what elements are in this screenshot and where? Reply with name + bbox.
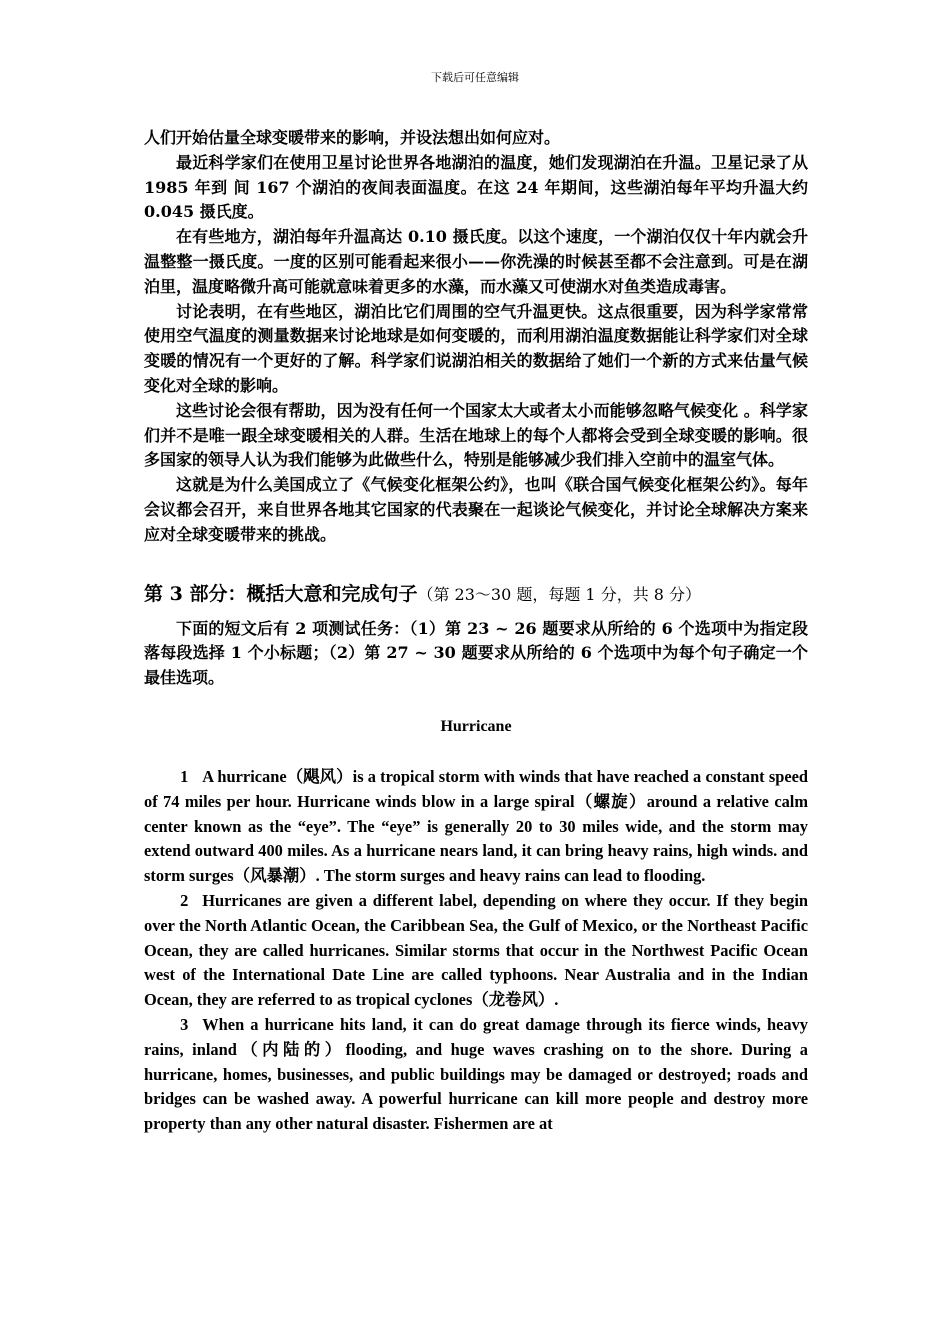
paragraph-number: 3 (180, 1014, 189, 1034)
paragraph-number: 2 (180, 890, 189, 910)
document-body (144, 126, 808, 1137)
paragraph-number: 1 (180, 766, 189, 786)
passage-paragraph (144, 1013, 808, 1137)
passage-paragraph (144, 765, 808, 889)
cn-paragraph: 这些讨论会很有帮助，因为没有任何一个国家太大或者太小而能够忽略气候变化 。科学家们并不是唯一跟全球变暖相关的人群。生活在地球上的每个人都将会受到全球变暖的影响。很多国家的领导人认为我们能够为此做些什么，特别是能够减少我们排入空前中的温室气体。 (144, 400, 808, 470)
cn-paragraph: 在有些地方，湖泊每年升温高达 0.10 摄氏度。以这个速度，一个湖泊仅仅十年内就会升温整整一摄氏度。一度的区别可能看起来很小——你洗澡的时候甚至都不会注意到。可是在湖泊里，温度略微升高可能就意味着更多的水藻，而水藻又可使湖水对鱼类造成毒害。 (144, 227, 808, 296)
passage-title: Hurricane (440, 717, 512, 735)
passage-paragraph (144, 889, 808, 1013)
paragraph-text: When a hurricane hits land, it can do great damage through its fierce winds, heavy rains, inland（内陆的）flooding, and huge waves crashing on to the shore. During a hurricane, homes, businesses, and public buildings may be damaged or destroyed; roads and bridges can be washed away. A powerful hurricane can kill more people and destroy more property than any other natural disaster. Fishermen are at (144, 1014, 808, 1134)
cn-paragraph: 人们开始估量全球变暖带来的影响，并设法想出如何应对。 (144, 128, 561, 147)
cn-paragraph: 最近科学家们在使用卫星讨论世界各地湖泊的温度，她们发现湖泊在升温。卫星记录了从 1985 年到 间 167 个湖泊的夜间表面温度。在这 24 年期间，这些湖泊每年平均升温大约 0.045 摄氏度。 (144, 152, 808, 222)
passage-body (144, 765, 808, 1137)
paragraph-text: A hurricane（飓风）is a tropical storm with winds that have reached a constant speed of 74 miles per hour. Hurricane winds blow in a large spiral（螺旋）around a relative calm center known as the “eye”. The “eye” is generally 20 to 30 miles wide, and the storm may extend outward 400 miles. As a hurricane nears land, it can bring heavy rains, high winds. and storm surges（风暴潮）. The storm surges and heavy rains can lead to flooding. (144, 766, 808, 886)
section-heading-note: （第 23～30 题，每题 1 分，共 8 分） (417, 584, 702, 604)
header-note: 下载后可任意编辑 (431, 71, 519, 84)
section-instructions: 下面的短文后有 2 项测试任务：（1）第 23 ~ 26 题要求从所给的 6 个选项中为指定段落每段选择 1 个小标题；（2）第 27 ~ 30 题要求从所给的 6 个选项中为每个句子确定一个最佳选项。 (144, 618, 808, 688)
section-heading-title: 第 3 部分：概括大意和完成句子 (144, 582, 418, 605)
paragraph-text: Hurricanes are given a different label, depending on where they occur. If they begin over the North Atlantic Ocean, the Caribbean Sea, the Gulf of Mexico, or the Northeast Pacific Ocean, they are called hurricanes. Similar storms that occur in the Northwest Pacific Ocean west of the International Date Line are called typhoons. Near Australia and in the Indian Ocean, they are referred to as tropical cyclones（龙卷风）. (144, 890, 808, 1010)
cn-paragraph: 这就是为什么美国成立了《气候变化框架公约》，也叫《联合国气候变化框架公约》。每年会议都会召开，来自世界各地其它国家的代表聚在一起谈论气候变化，并讨论全球解决方案来应对全球变暖带来的挑战。 (144, 475, 808, 544)
cn-paragraph: 讨论表明，在有些地区，湖泊比它们周围的空气升温更快。这点很重要，因为科学家常常使用空气温度的测量数据来讨论地球是如何变暖的，而利用湖泊温度数据能让科学家们对全球变暖的情况有一个更好的了解。科学家们说湖泊相关的数据给了她们一个新的方式来估量气候变化对全球的影响。 (144, 301, 808, 395)
section-heading (144, 578, 808, 611)
